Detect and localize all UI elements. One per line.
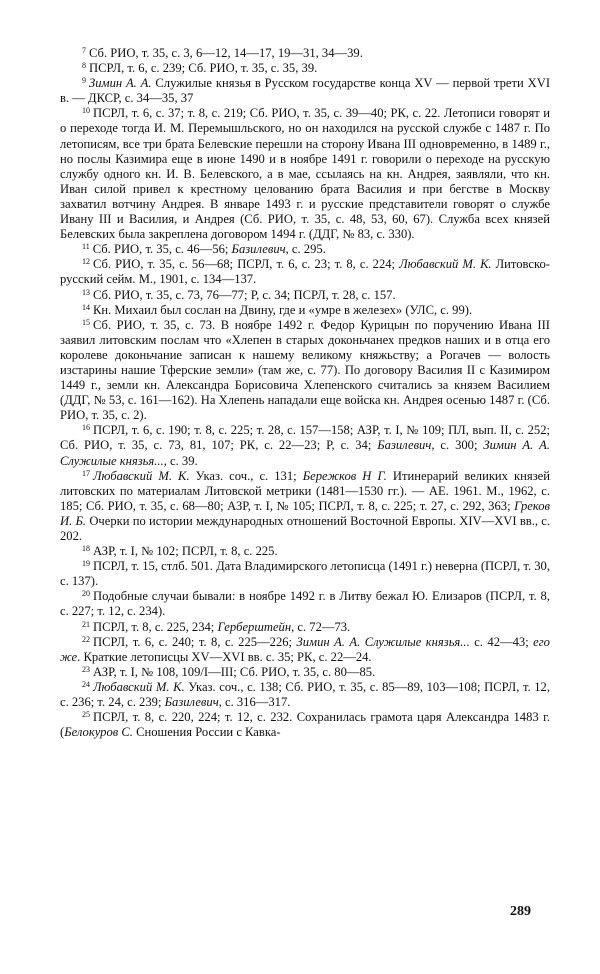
footnote-9 <box>60 76 550 106</box>
citation-italic-text: Зимин А. А. <box>89 76 152 91</box>
footnote-text: Указ. соч., с. 138; Сб. РИО, т. 35, с. 85—89, 103—108; ПСРЛ, т. 12, с. 236; т. 24, с. 239; <box>60 679 550 710</box>
footnote-23 <box>60 665 550 680</box>
footnote-number: 11 <box>82 242 90 252</box>
footnote-number: 21 <box>82 619 90 629</box>
citation-italic-text: Базилевич <box>377 438 432 453</box>
footnote-number: 9 <box>82 76 86 86</box>
footnote-text: АЗР, т. I, № 108, 109/I—III; Сб. РИО, т. 35, с. 80—85. <box>93 664 376 679</box>
citation-italic-text: Греков И. Б. <box>60 498 550 528</box>
citation-italic-text: Герберштейн <box>217 619 292 634</box>
footnote-number: 13 <box>82 287 90 297</box>
citation-italic-text: Базилевич <box>164 695 219 710</box>
footnote-12 <box>60 257 550 287</box>
footnote-number: 12 <box>82 257 90 267</box>
footnote-text: , с. 295. <box>285 242 326 257</box>
footnote-text: Подобные случаи бывали: в ноябре 1492 г. в Литву бежал Ю. Елизаров (ПСРЛ, т. 8, с. 227; т. 12, с. 234). <box>60 589 550 619</box>
citation-italic-text: Любавский М. К. <box>93 679 185 694</box>
footnote-text: , с. 72—73. <box>291 619 351 634</box>
footnote-text: Сб. РИО, т. 35, с. 56—68; ПСРЛ, т. 6, с. 23; т. 8, с. 224; <box>93 257 400 272</box>
footnote-25 <box>60 710 550 740</box>
footnote-text: ПСРЛ, т. 15, стлб. 501. Дата Владимирского летописца (1491 г.) неверна (ПСРЛ, т. 30, с. 137). <box>60 559 550 589</box>
footnote-19 <box>60 559 550 589</box>
citation-italic-text: Любавский М. К. <box>399 257 492 272</box>
footnote-10 <box>60 106 550 242</box>
footnote-text: Сб. РИО, т. 35, с. 73. В ноябре 1492 г. Федор Курицын по поручению Ивана III заявил литовским послам что «Хлепен в старых доконьчанех предков наших и в отца его королеве доконьчание записан к нашему великому княжьству; а Рогачев — волость изстарины нашие Тферские земли» (там же, с. 77). По договору Василия II с Казимиром 1449 г., земли кн. Александра Борисовича Хлепенского считались за князем Василием (ДДГ, № 53, с. 161—162). На Хлепень нападали еще войска кн. Андрея осенью 1487 г. (Сб. РИО, т. 35, с. 2). <box>60 317 550 423</box>
citation-italic-text: Зимин А. А. <box>296 634 361 649</box>
footnote-16 <box>60 423 550 468</box>
footnote-number: 14 <box>82 302 90 312</box>
footnote-number: 8 <box>82 61 86 71</box>
footnote-text: , с. 300; <box>431 438 484 453</box>
footnote-number: 19 <box>82 559 90 569</box>
footnote-text: ПСРЛ, т. 8, с. 220, 224; т. 12, с. 232. Сохранилась грамота царя Александра 1483 г. ( <box>60 710 550 740</box>
footnote-text: Сношения России с Кавка- <box>132 725 281 740</box>
footnote-text: Литовско-русский сейм. М., 1901, с. 134—137. <box>60 257 550 287</box>
footnote-8 <box>60 61 550 76</box>
footnote-text: ПСРЛ, т. 6, с. 239; Сб. РИО, т. 35, с. 35, 39. <box>89 61 318 76</box>
footnote-text: Итинерарий великих князей литовских по материалам Литовской метрики (1481—1530 гг.). — АЕ. 1961. М., 1962, с. 185; Сб. РИО, т. 35, с. 68—80; АЗР, т. I, № 105; ПСРЛ, т. 8, с. 225; т. 27, с. 292, 363; <box>60 468 551 513</box>
footnote-text: . Краткие летописцы XV—XVI вв. с. 35; РК, с. 22—24. <box>77 649 372 664</box>
citation-italic-text: Служилые князья... <box>364 634 470 649</box>
citation-italic-text: его же <box>60 634 550 664</box>
footnote-7 <box>60 46 550 61</box>
footnote-number: 17 <box>82 468 90 478</box>
footnote-text: ПСРЛ, т. 8, с. 225, 234; <box>93 619 218 634</box>
footnote-18 <box>60 544 550 559</box>
footnote-text: , с. 316—317. <box>218 695 291 710</box>
footnote-text: Сб. РИО, т. 35, с. 3, 6—12, 14—17, 19—31, 34—39. <box>89 46 363 60</box>
footnote-text: Служилые князья в Русском государстве конца XV — первой трети XVI в. — ДКСР, с. 34—35, 37 <box>60 76 551 106</box>
footnote-text: Кн. Михаил был сослан на Двину, где и «умре в железех» (УЛС, с. 99). <box>93 302 473 317</box>
footnote-text: с. 42—43; <box>469 634 534 649</box>
footnote-number: 20 <box>82 589 90 599</box>
footnote-text: ПСРЛ, т. 6, с. 240; т. 8, с. 225—226; <box>93 634 297 649</box>
footnote-text: Сб. РИО, т. 35, с. 73, 76—77; Р, с. 34; ПСРЛ, т. 28, с. 157. <box>93 287 396 302</box>
footnote-17 <box>60 469 550 544</box>
footnotes-column <box>60 46 550 740</box>
footnote-text: АЗР, т. I, № 102; ПСРЛ, т. 8, с. 225. <box>93 544 278 559</box>
citation-italic-text: Базилевич <box>231 242 286 257</box>
footnote-22 <box>60 635 550 665</box>
citation-italic-text: Любавский М. К. <box>93 468 190 483</box>
footnote-20 <box>60 589 550 619</box>
footnote-text: , с. 39. <box>163 453 198 468</box>
footnote-24 <box>60 680 550 710</box>
footnote-text: ПСРЛ, т. 6, с. 190; т. 8, с. 225; т. 28, с. 157—158; АЗР, т. I, № 109; ПЛ, вып. II, с. 252; Сб. РИО, т. 35, с. 73, 81, 107; РК, с. 22—23; Р, с. 34; <box>60 423 550 453</box>
footnote-number: 25 <box>82 710 90 720</box>
footnote-number: 24 <box>82 679 90 689</box>
footnote-11 <box>60 242 550 257</box>
footnote-text: Очерки по истории международных отношений Восточной Европы. XIV—XVI вв., с. 202. <box>60 513 551 543</box>
footnote-15 <box>60 318 550 424</box>
footnote-number: 22 <box>82 634 90 644</box>
citation-italic-text: Зимин А. А. <box>483 438 550 453</box>
footnote-text: Указ. соч., с. 131; <box>189 468 303 483</box>
page-number: 289 <box>510 904 531 919</box>
footnote-text: ПСРЛ, т. 6, с. 37; т. 8, с. 219; Сб. РИО, т. 35, с. 39—40; РК, с. 22. Летописи говорят и о переходе тогда И. М. Перемышльского, но он находился на русской службе с 1487 г. По летописям, все три брата Белевские перешли на сторону Ивана III одновременно, в 1489 г., но послы Казимира еще в июне 1490 и в ноябре 1491 г. говорили о переходе на русскую службу одного кн. И. В. Белевского, а в мае, ссылаясь на кн. Андрея, заявляли, что кн. Иван силой привел к крестному целованию брата Василия и при бегстве в Москву захватил вотчину Андрея. В январе 1493 г. и русские представители говорят о службе Ивану III и Василия, и Андрея (Сб. РИО, т. 35, с. 48, 53, 60, 67). Служба всех князей Белевских была закреплена договором 1494 г. (ДДГ, № 83, с. 330). <box>60 106 550 242</box>
footnote-13 <box>60 288 550 303</box>
footnote-number: 15 <box>82 317 90 327</box>
footnote-number: 23 <box>82 664 90 674</box>
footnote-number: 16 <box>82 423 90 433</box>
footnote-14 <box>60 303 550 318</box>
citation-italic-text: Бережков Н Г. <box>302 468 387 483</box>
footnote-21 <box>60 620 550 635</box>
footnote-text: Сб. РИО, т. 35, с. 46—56; <box>92 242 232 257</box>
footnote-number: 7 <box>82 46 86 55</box>
footnote-number: 18 <box>82 544 90 554</box>
citation-italic-text: Белокуров С. <box>64 725 133 740</box>
citation-italic-text: Служилые князья... <box>60 453 164 468</box>
footnote-number: 10 <box>82 106 90 116</box>
